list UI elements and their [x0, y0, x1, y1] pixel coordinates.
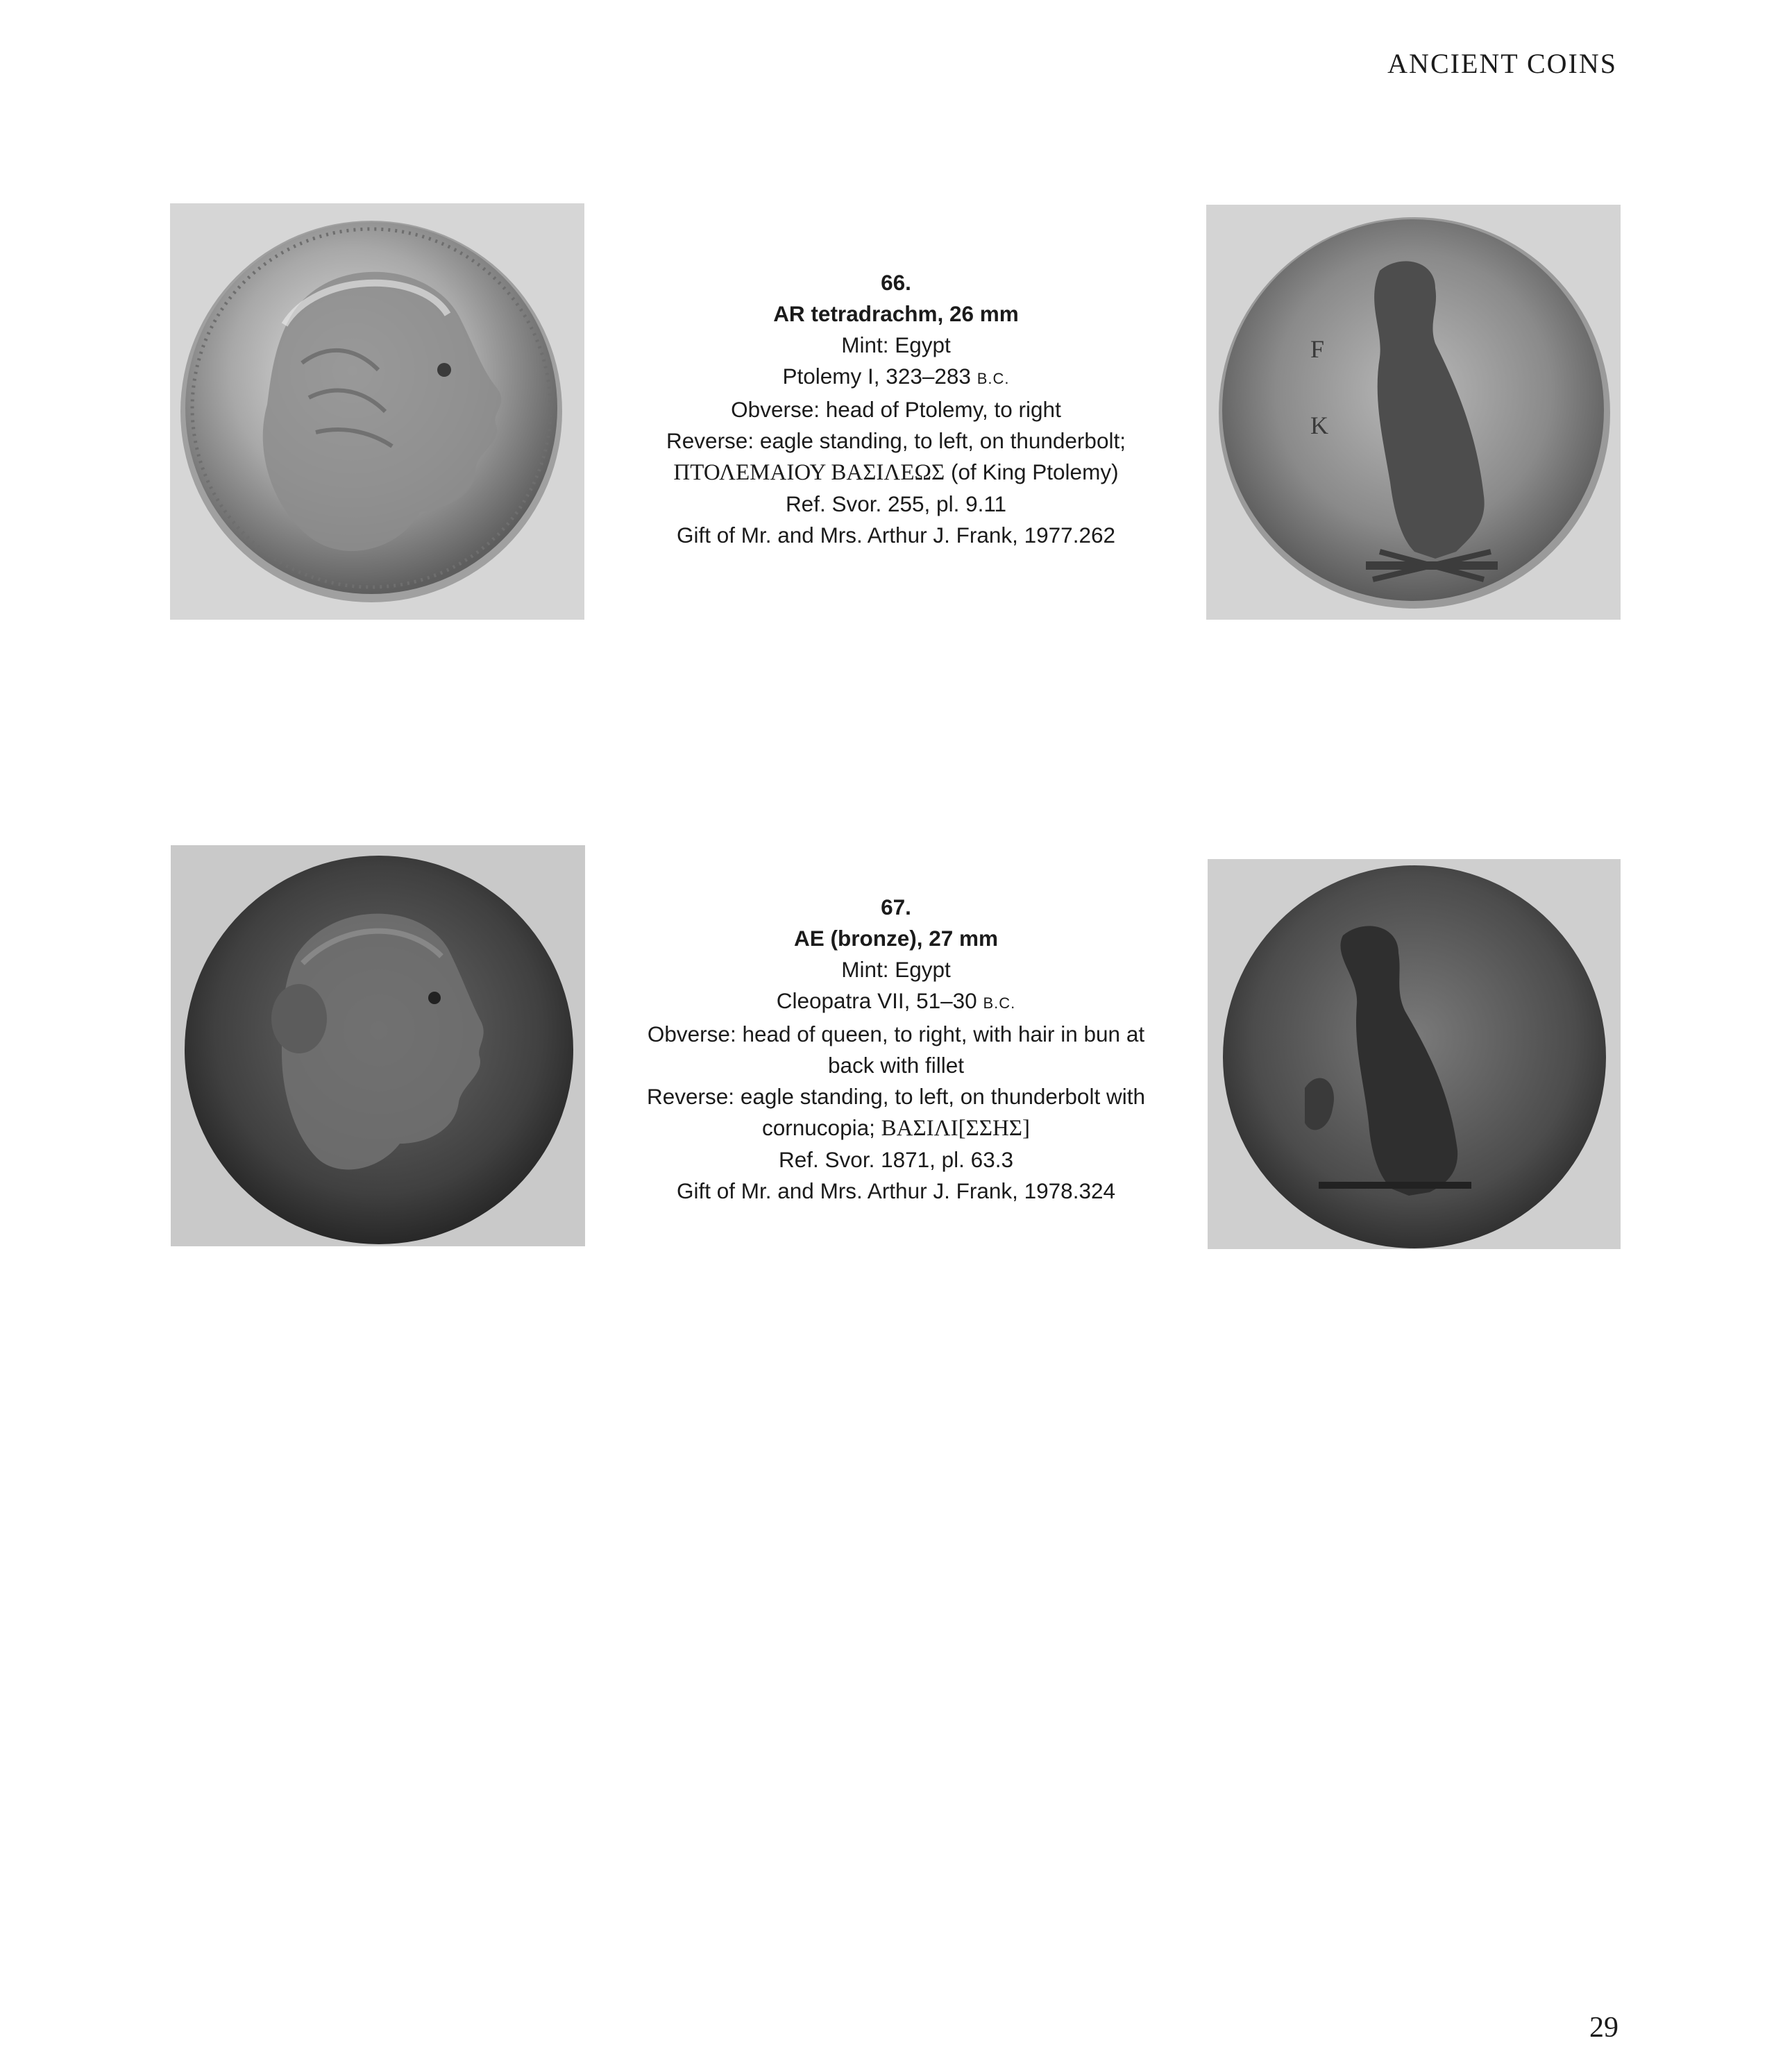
entry-inscription-translation: (of King Ptolemy) — [945, 459, 1119, 484]
entry-reverse-line2 — [611, 1112, 1181, 1144]
entry-era: B.C. — [977, 370, 1010, 387]
entry-credit: Gift of Mr. and Mrs. Arthur J. Frank, 1978.324 — [676, 1178, 1115, 1203]
entry-obverse-line1: Obverse: head of queen, to right, with hair in bun at — [647, 1021, 1145, 1046]
entry-ruler-line — [611, 985, 1181, 1019]
entry-inscription-line — [611, 457, 1181, 489]
coin-67-obverse-image — [171, 845, 585, 1246]
svg-text:K: K — [1310, 412, 1328, 439]
entry-era: B.C. — [983, 994, 1016, 1012]
entry-ruler: Cleopatra VII, 51–30 — [776, 988, 977, 1013]
entry-reference: Ref. Svor. 255, pl. 9.11 — [785, 491, 1007, 516]
coin-66-obverse-photo — [170, 203, 584, 620]
catalog-entry-67 — [611, 892, 1181, 1207]
entry-inscription-greek: ΒΑΣΙΛΙ[ΣΣΗΣ] — [881, 1116, 1030, 1141]
coin-66-reverse-image — [1206, 205, 1621, 620]
coin-67-reverse-photo — [1208, 859, 1621, 1249]
entry-ruler-line — [611, 361, 1181, 394]
coin-67-reverse-image — [1208, 859, 1621, 1249]
entry-obverse: Obverse: head of Ptolemy, to right — [731, 397, 1061, 422]
entry-ruler: Ptolemy I, 323–283 — [782, 364, 971, 389]
entry-reverse-prefix: cornucopia; — [762, 1115, 881, 1140]
entry-number: 67. — [881, 894, 911, 919]
entry-reverse-line1: Reverse: eagle standing, to left, on thunderbolt with — [647, 1084, 1145, 1109]
entry-number: 66. — [881, 270, 911, 295]
coin-67-obverse-photo — [171, 845, 585, 1246]
entry-credit: Gift of Mr. and Mrs. Arthur J. Frank, 1977.262 — [676, 523, 1115, 548]
svg-text:F: F — [1310, 335, 1325, 363]
running-head: ANCIENT COINS — [1387, 48, 1617, 79]
entry-reference: Ref. Svor. 1871, pl. 63.3 — [779, 1147, 1013, 1172]
entry-title: AR tetradrachm, 26 mm — [773, 301, 1019, 326]
entry-inscription-greek: ΠΤΟΛΕΜΑΙΟΥ ΒΑΣΙΛΕΩΣ — [673, 460, 945, 485]
catalog-entry-66 — [611, 267, 1181, 551]
page-number: 29 — [1589, 2012, 1618, 2044]
entry-obverse-line2: back with fillet — [827, 1053, 965, 1078]
coin-66-obverse-image — [170, 203, 584, 620]
coin-66-reverse-photo — [1206, 205, 1621, 620]
entry-mint: Mint: Egypt — [841, 332, 951, 357]
entry-title: AE (bronze), 27 mm — [793, 926, 999, 951]
entry-reverse: Reverse: eagle standing, to left, on thunderbolt; — [666, 428, 1126, 453]
entry-mint: Mint: Egypt — [841, 957, 951, 982]
